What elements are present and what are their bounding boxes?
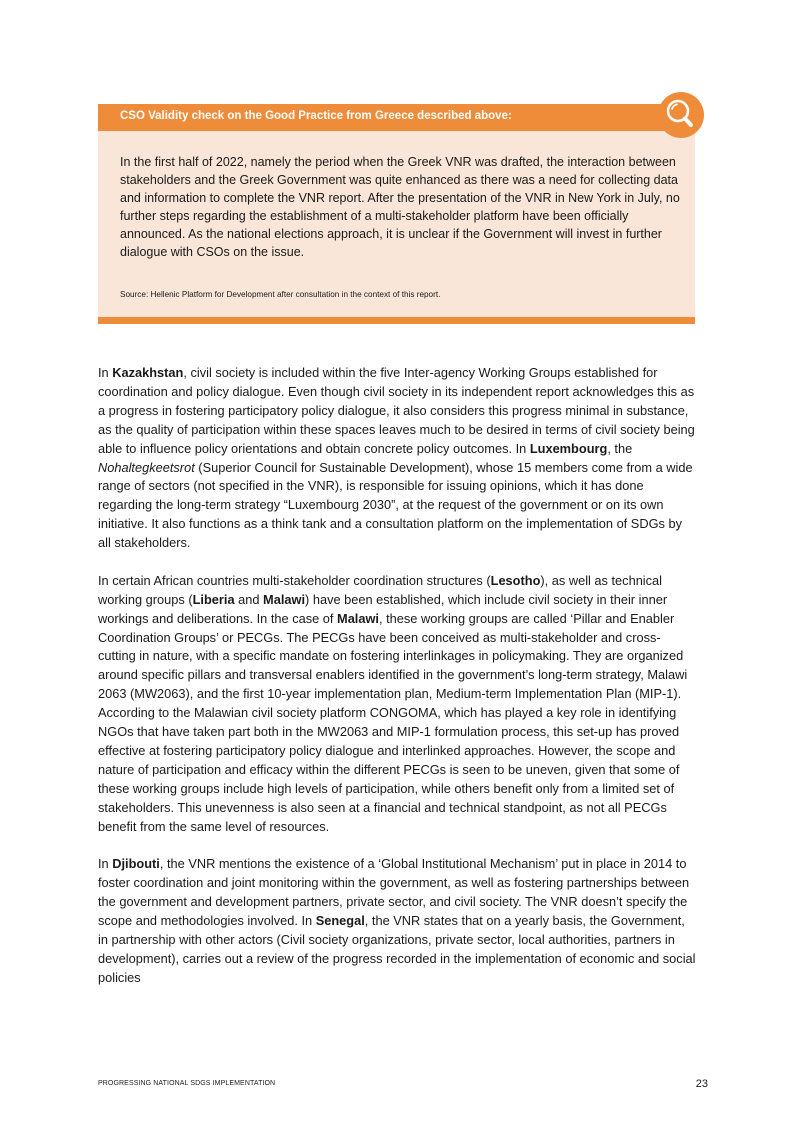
callout-title: CSO Validity check on the Good Practice from Greece described above: bbox=[120, 110, 512, 122]
text-run: , the VNR mentions the existence of a ‘Global Institutional Mechanism’ put in place in 2014 to foster coordination and joint monitoring within the government, as well as fostering partnerships between the government and development partners, private sector, and civil society. The VNR doesn’t specify the scope and methodologies involved. In bbox=[98, 856, 690, 929]
bold-term: Kazakhstan bbox=[112, 365, 184, 380]
text-run: In bbox=[98, 365, 113, 380]
bold-term: Luxembourg bbox=[529, 440, 608, 456]
callout-bottom-bar bbox=[98, 317, 695, 324]
bold-term: Senegal bbox=[315, 913, 365, 929]
cso-validity-callout bbox=[98, 104, 695, 324]
text-run: ), as well as technical working groups ( bbox=[98, 572, 663, 607]
callout-source: Source: Hellenic Platform for Development after consultation in the context of this report. bbox=[120, 290, 441, 299]
page-number: 23 bbox=[695, 1078, 708, 1090]
text-run: ) have been established, which include civil society in their inner workings and deliberations. In the case of bbox=[98, 591, 668, 626]
text-run: , civil society is included within the five Inter-agency Working Groups established for coordination and policy dialogue. Even though civil society in its independent report acknowledges this as a progress in fostering participatory policy dialogue, it also considers this progress minimal in substance, as the quality of participation within these spaces leaves much to be desired in terms of civil society being able to influence policy orientations and obtain concrete policy outcomes. In bbox=[98, 365, 695, 456]
bold-term: Djibouti bbox=[112, 856, 160, 872]
body-paragraph bbox=[98, 364, 698, 553]
bold-term: Lesotho bbox=[490, 572, 541, 588]
italic-term: Nohaltegkeetsrot bbox=[98, 459, 195, 475]
text-run: , the bbox=[607, 440, 633, 456]
text-run: In bbox=[98, 856, 113, 872]
body-paragraph bbox=[98, 572, 698, 837]
bold-term: Liberia bbox=[192, 591, 235, 607]
text-run: (Superior Council for Sustainable Development), whose 15 members come from a wide range of sectors (not specified in the VNR), is responsible for issuing opinions, which it has done regarding the long-term strategy “Luxembourg 2030”, at the request of the government or on its own initiative. It also functions as a think tank and a consultation platform on the implementation of SDGs by all stakeholders. bbox=[98, 459, 693, 551]
body-paragraph bbox=[98, 855, 698, 987]
text-run: , the VNR states that on a yearly basis, the Government, in partnership with other actors (Civil society organizations, private sector, local authorities, partners in development), carries out a review of the progress recorded in the implementation of economic and social policies bbox=[98, 913, 696, 985]
main-text bbox=[98, 364, 698, 988]
footer-label: PROGRESSING NATIONAL SDGS IMPLEMENTATION bbox=[98, 1080, 276, 1087]
callout-header bbox=[98, 104, 695, 131]
bold-term: Malawi bbox=[263, 591, 306, 607]
magnifier-icon bbox=[658, 92, 704, 138]
text-run: In certain African countries multi-stakeholder coordination structures ( bbox=[98, 572, 491, 588]
callout-body: In the first half of 2022, namely the period when the Greek VNR was drafted, the interaction between stakeholders and the Greek Government was quite enhanced as there was a need for collecting data and information to complete the VNR report. After the presentation of the VNR in New York in July, no further steps regarding the establishment of a multi-stakeholder platform have been officially announced. As the national elections approach, it is unclear if the Government will invest in further dialogue with CSOs on the issue. bbox=[120, 155, 680, 259]
text-run: , these working groups are called ‘Pillar and Enabler Coordination Groups’ or PECGs. The PECGs have been conceived as multi-stakeholder and cross-cutting in nature, with a specific mandate on fostering interlinkages in policymaking. They are organized around specific pillars and transversal enablers identified in the government’s long-term strategy, Malawi 2063 (MW2063), and the first 10-year implementation plan, Medium-term Implementation Plan (MIP-1). According to the Malawian civil society platform CONGOMA, which has played a key role in identifying NGOs that have taken part both in the MW2063 and MIP-1 formulation process, this set-up has proved effective at fostering participatory policy dialogue and interlinked approaches. However, the scope and nature of participation and efficacy within the different PECGs is seen to be uneven, given that some of these working groups include high levels of participation, while others benefit only from a limited set of stakeholders. This unevenness is also seen at a financial and technical standpoint, as not all PECGs benefit from the same level of resources. bbox=[98, 610, 688, 834]
text-run: and bbox=[234, 591, 264, 607]
bold-term: Malawi bbox=[337, 610, 379, 626]
